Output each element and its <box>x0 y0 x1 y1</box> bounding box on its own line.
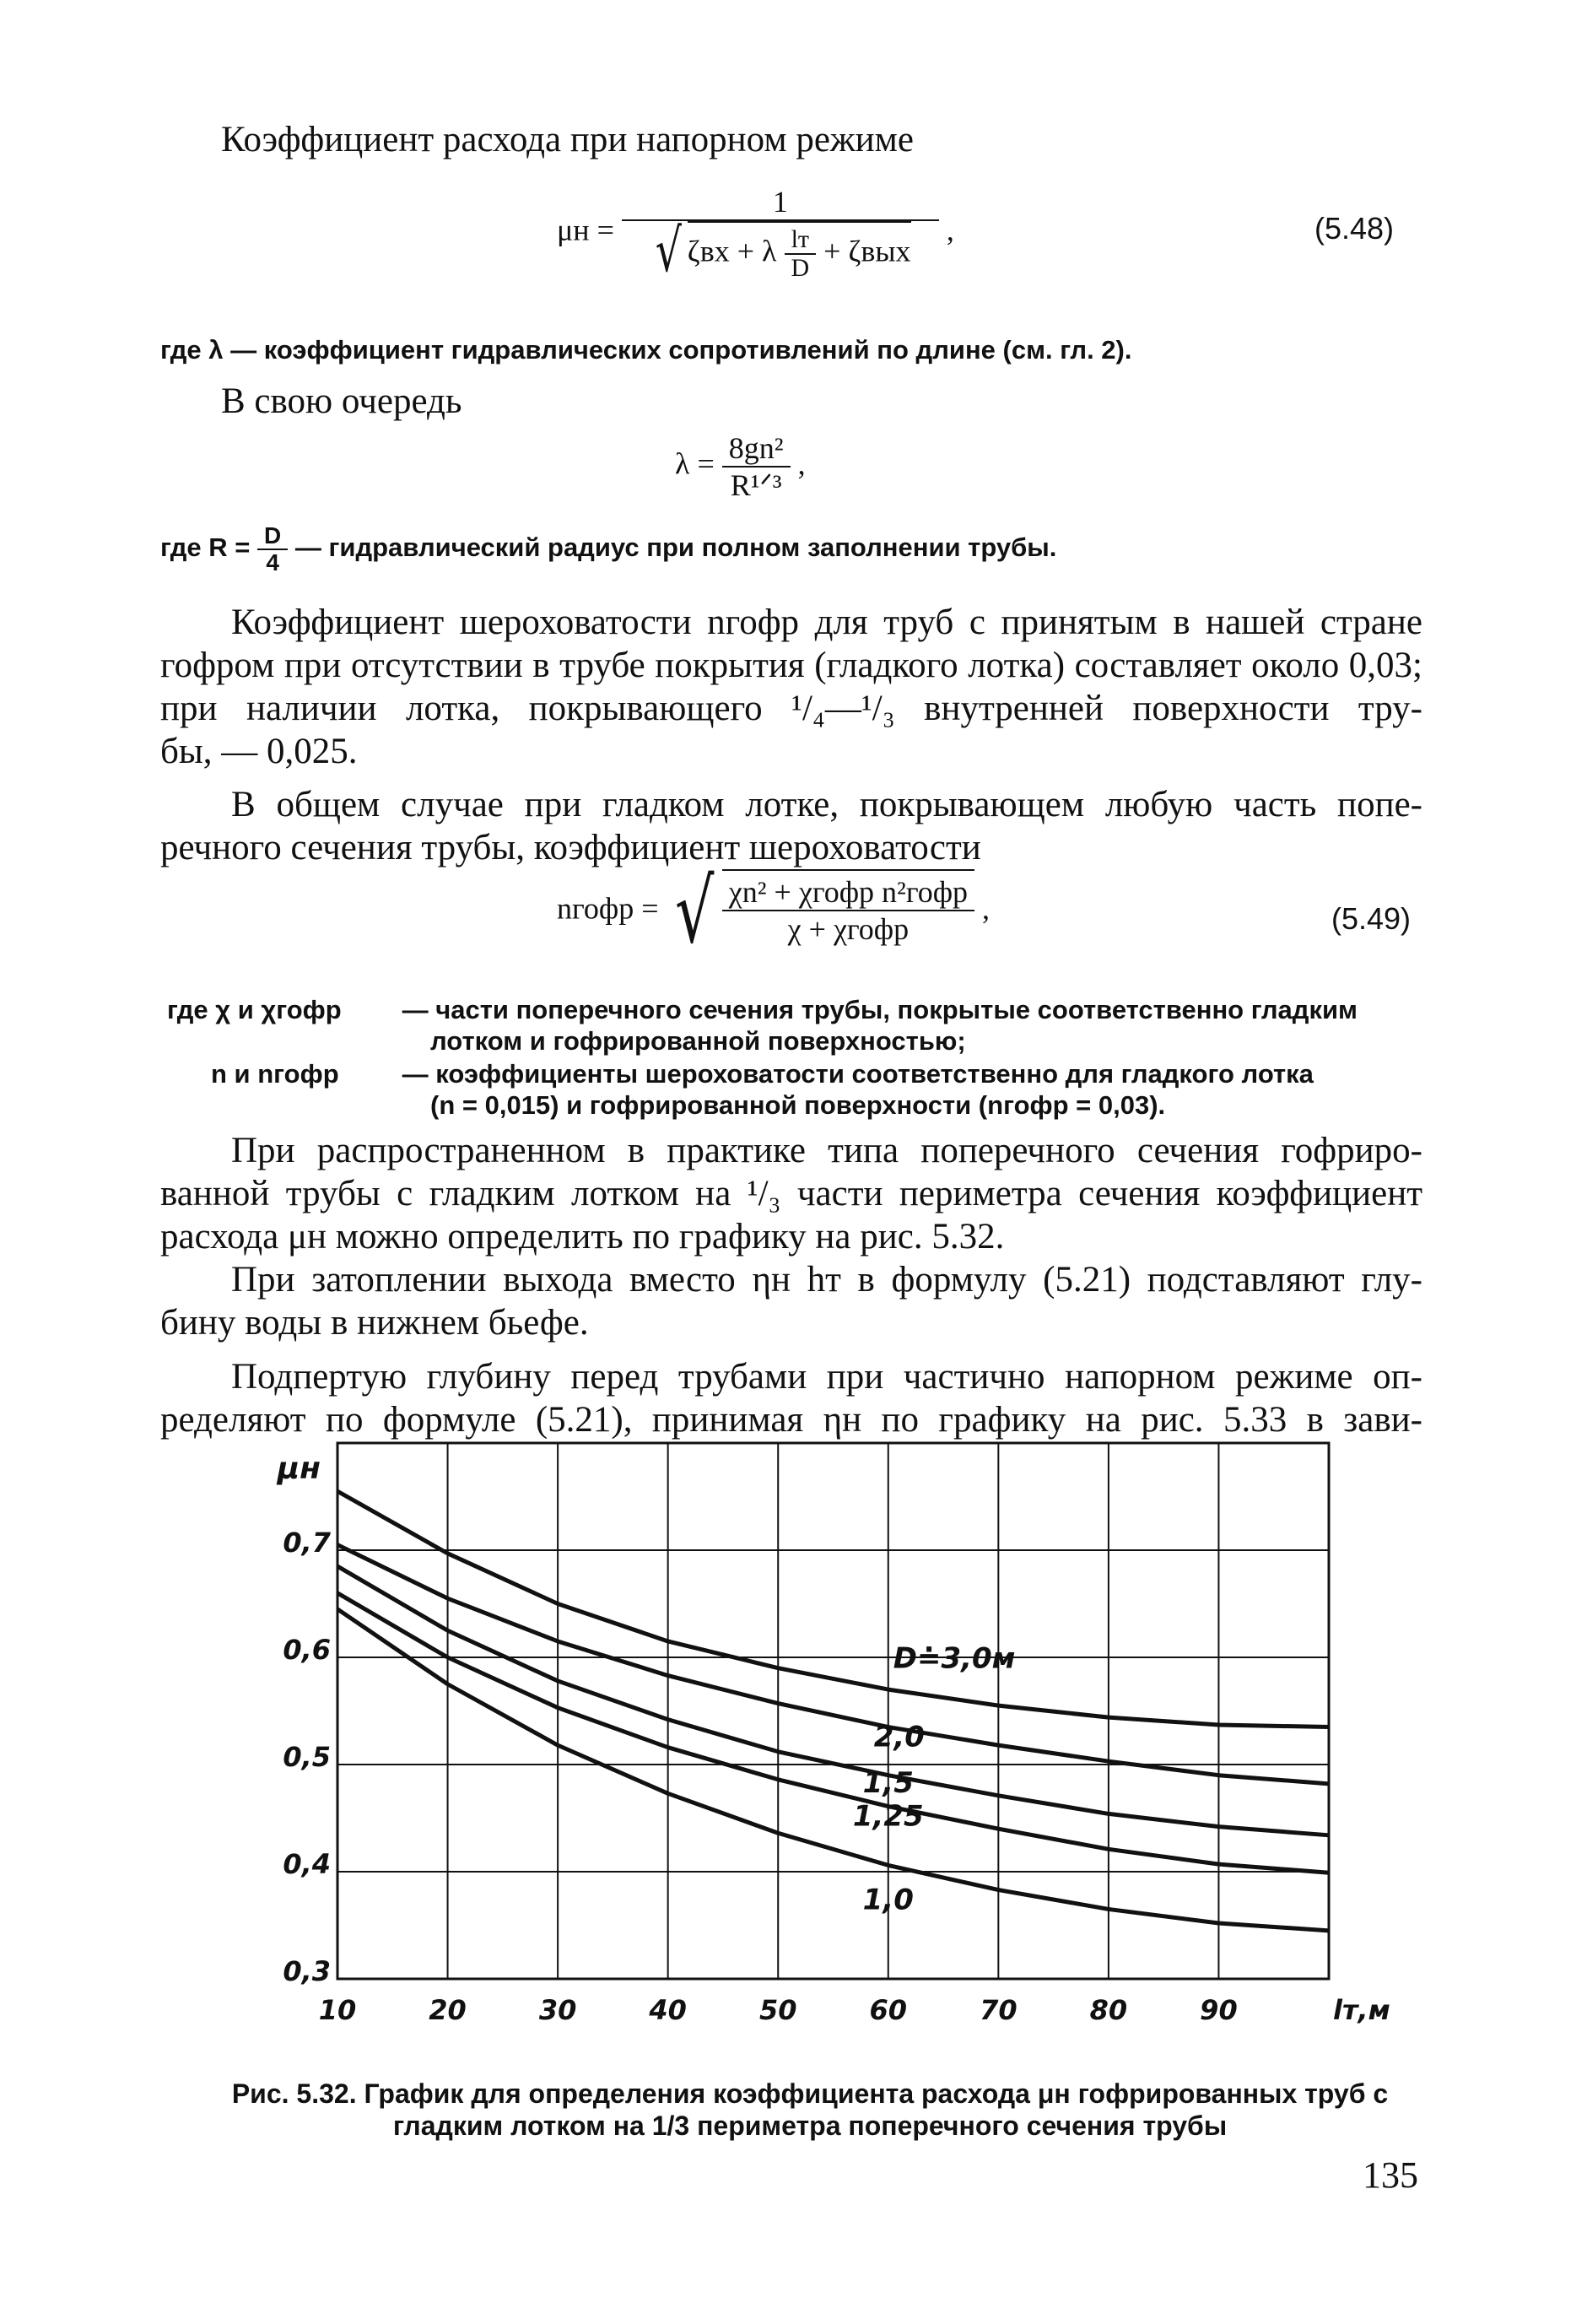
paragraph-common-type: При распространенном в практике типа поперечного сечения гофриро- ванной трубы с гладким лотком на ¹/₃ части периметра сечения коэффициент <box>160 1131 1422 1213</box>
y-tick-label: 0,7 <box>283 1527 331 1559</box>
x-tick-label: 80 <box>1089 1994 1128 2026</box>
y-tick-label: 0,6 <box>283 1634 331 1666</box>
x-tick-label: 40 <box>649 1994 687 2026</box>
lambda-numerator: 8gn² <box>722 430 791 468</box>
legend-chi-cont: лотком и гофрированной поверхностью; <box>430 1026 966 1056</box>
radicand-a: ζвх + λ <box>687 234 777 268</box>
where-lambda: где λ — коэффициент гидравлических сопротивлений по длине (см. гл. 2). <box>160 335 1132 365</box>
x-tick-label: 60 <box>869 1994 908 2026</box>
formula-5-48: μн = 1 √ ζвх + λ $\frac{lт}{D}$ + ζвых , <box>557 185 954 285</box>
paragraph-roughness-end: бы, — 0,025. <box>160 732 358 771</box>
series-line-3 <box>337 1593 1329 1873</box>
where-R: где R = $\frac{D}{4}$ — гидравлический радиус при полном заполнении трубы. <box>160 522 1057 576</box>
inner-denominator: D <box>791 254 810 282</box>
x-axis-label: lт,м <box>1333 1994 1390 2026</box>
inner-numerator: lт <box>785 226 816 255</box>
series-line-0 <box>337 1491 1329 1727</box>
legend-n-cont: (n = 0,015) и гофрированной поверхности (nгофр = 0,03). <box>430 1090 1166 1120</box>
x-tick-label: 90 <box>1200 1994 1238 2026</box>
formula-denominator: χ + χгофр <box>787 912 910 946</box>
series-label: 1,0 <box>862 1883 914 1917</box>
radical-sign: √ <box>655 216 683 285</box>
radicand-b: + ζвых <box>823 234 911 268</box>
square-root <box>650 216 911 285</box>
paragraph-common-type-end: расхода μн можно определить по графику на рис. 5.32. <box>160 1217 1005 1257</box>
figure-caption: Рис. 5.32. График для определения коэффициента расхода μн гофрированных труб с гладким лотком на 1/3 периметра поперечного сечения трубы <box>231 2078 1389 2141</box>
series-label: D≐3,0м <box>893 1641 1016 1676</box>
x-tick-label: 30 <box>538 1994 577 2026</box>
formula-5-49: nгофр = √ $\frac{\text{χn² + χгофр n²гофр}}{\text{χ + χгофр}}$ , <box>557 860 991 963</box>
x-tick-label: 10 <box>318 1994 357 2026</box>
x-tick-label: 20 <box>429 1994 467 2026</box>
formula-lhs: μн = <box>557 213 614 247</box>
equation-number: (5.49) <box>1331 901 1412 936</box>
fraction-numerator: 1 <box>622 184 939 221</box>
formula-fraction <box>622 184 939 285</box>
y-tick-label: 0,3 <box>283 1955 331 1987</box>
y-axis-label: μн <box>277 1451 321 1486</box>
paragraph-backwater: Подпертую глубину перед трубами при частично напорном режиме оп- ределяют по формуле (5.21), принимая ηн по графику на рис. 5.33 в зави- <box>160 1357 1422 1440</box>
formula-numerator: χn² + χгофр n²гофр <box>722 874 974 911</box>
section-heading: Коэффициент расхода при напорном режиме <box>221 120 914 159</box>
radical-sign: √ <box>674 860 714 963</box>
discharge-coefficient-chart <box>0 1426 1587 2067</box>
y-tick-label: 0,5 <box>283 1741 331 1773</box>
legend-chi: где χ и χгофр — части поперечного сечения трубы, покрытые соответственно гладким <box>167 995 1358 1024</box>
page-number: 135 <box>1363 2154 1418 2196</box>
series-label: 1,25 <box>852 1799 924 1834</box>
equation-number: (5.48) <box>1314 211 1395 246</box>
lambda-denominator: R¹ᐟ³ <box>730 468 782 502</box>
plot-frame <box>337 1443 1329 1979</box>
series-line-1 <box>337 1545 1329 1784</box>
in-turn: В свою очередь <box>221 381 462 421</box>
x-tick-label: 50 <box>758 1994 797 2026</box>
paragraph-general-case: В общем случае при гладком лотке, покрывающем любую часть попе- <box>231 785 1422 824</box>
formula-lambda: λ = $\frac{\text{8gn²}}{\text{R¹ᐟ³}}$ , <box>675 431 806 502</box>
paragraph-flooding-end: бину воды в нижнем бьефе. <box>160 1303 589 1343</box>
x-tick-label: 70 <box>980 1994 1018 2026</box>
series-label: 2,0 <box>873 1720 925 1754</box>
legend-n: n и nгофр — коэффициенты шероховатости соответственно для гладкого лотка <box>211 1059 1314 1089</box>
y-tick-label: 0,4 <box>283 1848 331 1880</box>
paragraph-flooding: При затоплении выхода вместо ηн hт в формулу (5.21) подставляют глу- <box>231 1260 1422 1300</box>
series-label: 1,5 <box>862 1766 914 1801</box>
paragraph-roughness: Коэффициент шероховатости nгофр для труб с принятым в нашей стране гофром при отсутствии в трубе покрытия (гладкого лотка) составляет около 0,03; при наличии лотка, покрывающего ¹/₄—¹/₃ внутренней поверхности тру- <box>160 603 1422 728</box>
paragraph-general-case-end: речного сечения трубы, коэффициент шероховатости <box>160 828 981 867</box>
